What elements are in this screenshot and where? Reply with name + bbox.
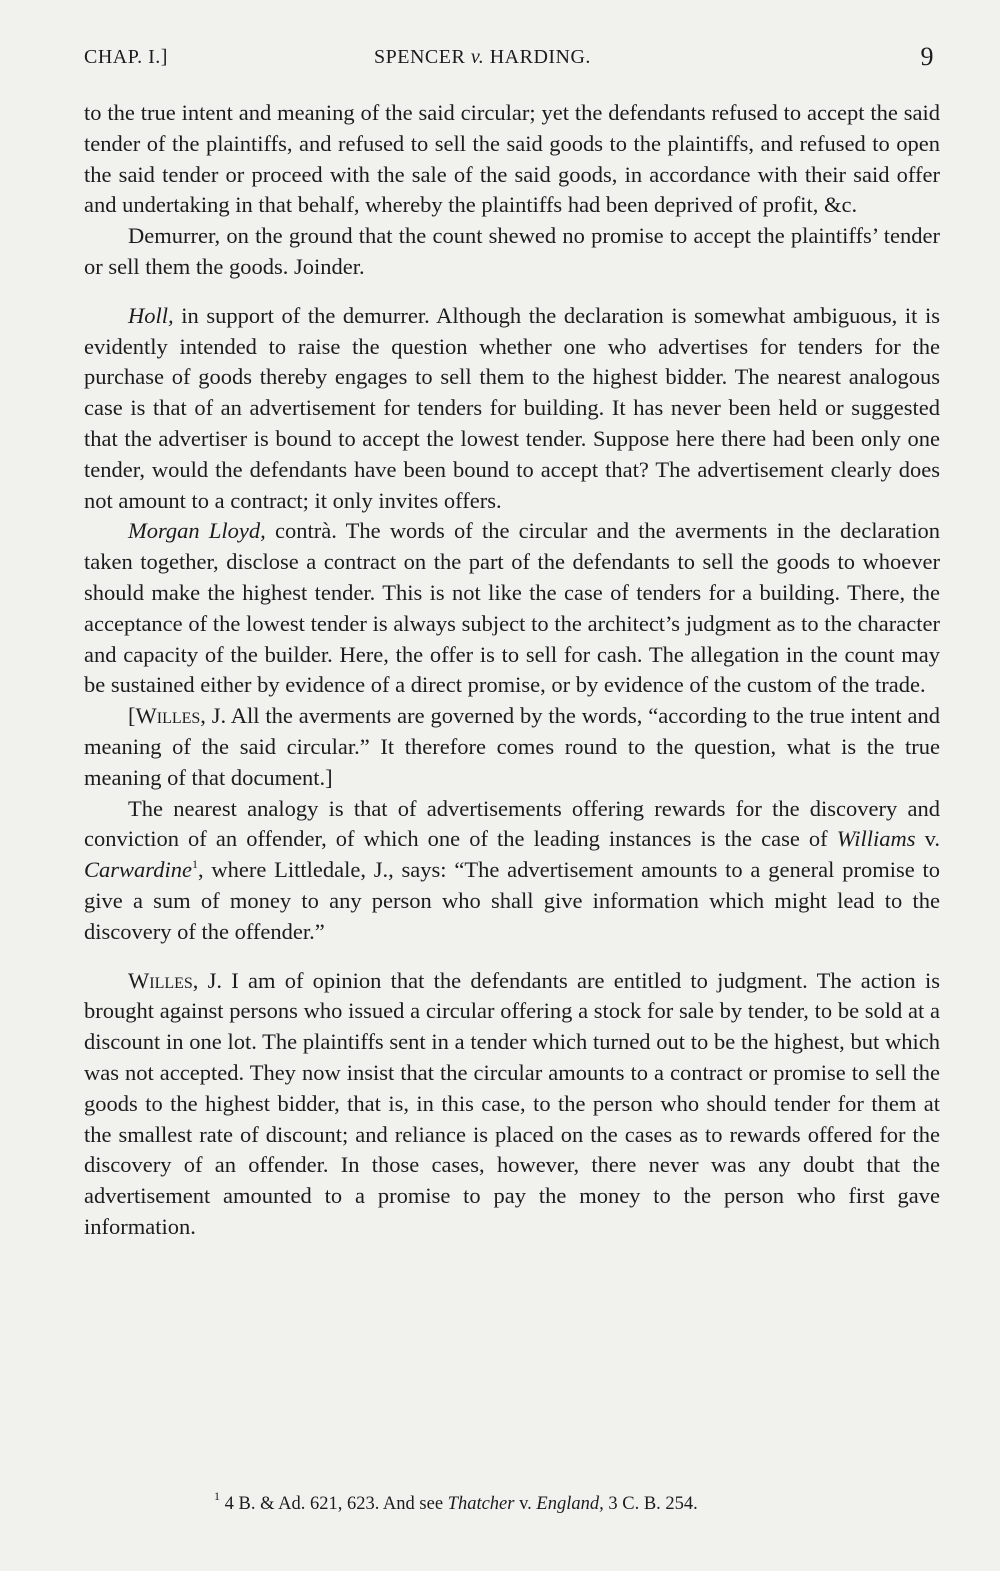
case-title-party-b: HARDING. [489,46,591,68]
body-text [84,98,940,1243]
paragraph-reward-analogy [84,794,940,948]
footnote-versus: v. [514,1494,537,1514]
page-number: 9 [920,42,934,71]
case-title-party-a: SPENCER [374,46,466,68]
case-title-versus: v. [470,46,485,68]
paragraph-willes-interjection [84,701,940,793]
judge-name-interjection: Willes, J. [135,703,227,729]
footnote-text-a: 4 B. & Ad. 621, 623. And see [220,1494,448,1514]
counsel-name-lloyd: Morgan Lloyd, [128,518,266,544]
paragraph-demurrer: Demurrer, on the ground that the count shewed no promise to accept the plaintiffs’ tender or sell them the goods. Joinder. [84,223,940,279]
case-name-williams: Williams [836,826,916,852]
judge-name-judgment: Willes, J. [128,967,223,993]
case-title [374,46,591,69]
running-head [84,42,934,76]
paragraph-declaration-end: to the true intent and meaning of the said circular; yet the defendants refused to accept the said tender of the plaintiffs, and refused to sell the said goods to the plaintiffs, and refused to open the said tender or proceed with the sale of the said goods, in accordance with their said offer and undertaking in that behalf, whereby the plaintiffs had been deprived of profit, &c. [84,100,940,218]
footnote [214,1489,698,1515]
paragraph-holl-argument [84,301,940,517]
case-versus: v. [915,826,940,852]
holl-argument-text: in support of the demurrer. Although the declaration is somewhat ambiguous, it is evidently intended to raise the question whether one who advertises for tenders for the purchase of goods thereby engages to sell them to the highest bidder. The nearest analogous case is that of an advertisement for tenders for building. It has never been held or suggested that the advertiser is bound to accept the lowest tender. Suppose here there had been only one tender, would the defendants have been bound to accept that? The advertisement clearly does not amount to a contract; it only invites offers. [84,302,940,513]
paragraph-lloyd-argument [84,516,940,701]
interjection-text: All the averments are governed by the words, “according to the true intent and meaning of the said circular.” It therefore comes round to the question, what is the true meaning of that document.] [84,703,941,790]
footnote-marker: 1 [214,1489,220,1503]
footnote-reference: 1 [191,857,198,872]
analogy-text-b: , where Littledale, J., says: “The advertisement amounts to a general promise to give a sum of money to any person who shall give information which might lead to the discovery of the offender.” [84,857,940,944]
case-name-carwardine: Carwardine [84,857,192,883]
footnote-text-b: 3 C. B. 254. [603,1494,698,1514]
counsel-name-holl: Holl, [128,302,174,328]
chapter-label: CHAP. I.] [84,46,168,68]
judgment-text: I am of opinion that the defendants are entitled to judgment. The action is brought against persons who issued a circular offering a stock for sale by tender, to be sold at a discount in one lot. The plaintiffs sent in a tender which turned out to be the highest, but which was not accepted. They now insist that the circular amounts to a contract or promise to sell the goods to the highest bidder, that is, in this case, to the person who should tender for them at the smallest rate of discount; and reliance is placed on the cases as to rewards offered for the discovery of an offender. In those cases, however, there never was any doubt that the advertisement amounted to a promise to pay the money to the person who first gave information. [84,967,941,1239]
open-bracket: [ [128,703,136,729]
lloyd-argument-text: contrà. The words of the circular and the averments in the declaration taken together, disclose a contract on the part of the defendants to sell the goods to whoever should make the highest tender. This is not like the case of tenders for a building. There, the acceptance of the lowest tender is always subject to the architect’s judgment as to the character and capacity of the builder. Here, the offer is to sell for cash. The allegation in the count may be sustained either by evidence of a direct promise, or by evidence of the custom of the trade. [84,518,940,698]
paragraph-judgment [84,966,940,1243]
analogy-text-a: The nearest analogy is that of advertisements offering rewards for the discovery and conviction of an offender, of which one of the leading instances is the case of [84,795,940,852]
footnote-case-england: England, [536,1494,604,1514]
footnote-case-thatcher: Thatcher [447,1494,515,1514]
